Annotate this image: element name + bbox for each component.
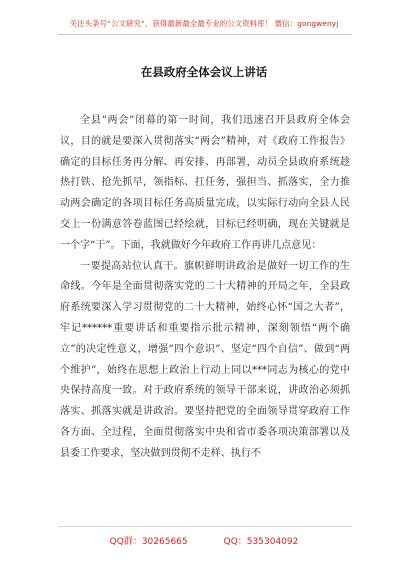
footer-contact [0, 534, 408, 547]
document-body [60, 111, 350, 465]
paragraph-point-one: 一要提高站位认真干。旗帜鲜明讲政治是做好一切工作的生命线。今年是全面贯彻落实党的二十大精神的开局之年，全县政府系统要深入学习贯彻党的二十大精神，始终心怀“国之大者”，牢记******重要讲话和重要指示批示精神，深刻领悟“两个确立”的决定性意义，增强“四个意识”、坚定“四个自信”、做到“两个维护”，始终在思想上政治上行动上同以***同志为核心的党中央保持高度一致。对于政府系统的领导干部来说，讲政治必须抓落实、抓落实就是讲政治。要坚持把党的全面领导贯穿政府工作各方面、全过程，全面贯彻落实中央和省市委各项决策部署以及县委工作要求，坚决做到贯彻不走样、执行不 [60, 260, 350, 459]
footer-divider [58, 526, 352, 527]
header-divider [58, 34, 352, 35]
document-title: 在县政府全体会议上讲话 [140, 65, 268, 79]
footer-qq-group: QQ群：30265665 [109, 537, 188, 547]
header-banner: 关注头条号“公文研究”，获得最新最全最专业的公文资料库！ 微信：gongwenyj [69, 19, 339, 28]
footer-qq-number: QQ：535304092 [223, 537, 299, 547]
paragraph-intro: 全县“两会”闭幕的第一时间，我们迅速召开县政府全体会议，目的就是要深入贯彻落实“两会”精神，对《政府工作报告》确定的目标任务再分解、再安排、再部署，动员全县政府系统趁热打铁、抢先抓早，领指标、扛任务，强担当、抓落实，全力推动两会确定的各项目标任务高质量完成，以实际行动向全县人民交上一份满意答卷蓝图已经绘就，目标已经明确，现在关键就是一个字“干”。下面，我就做好今年政府工作再讲几点意见： [60, 115, 350, 251]
